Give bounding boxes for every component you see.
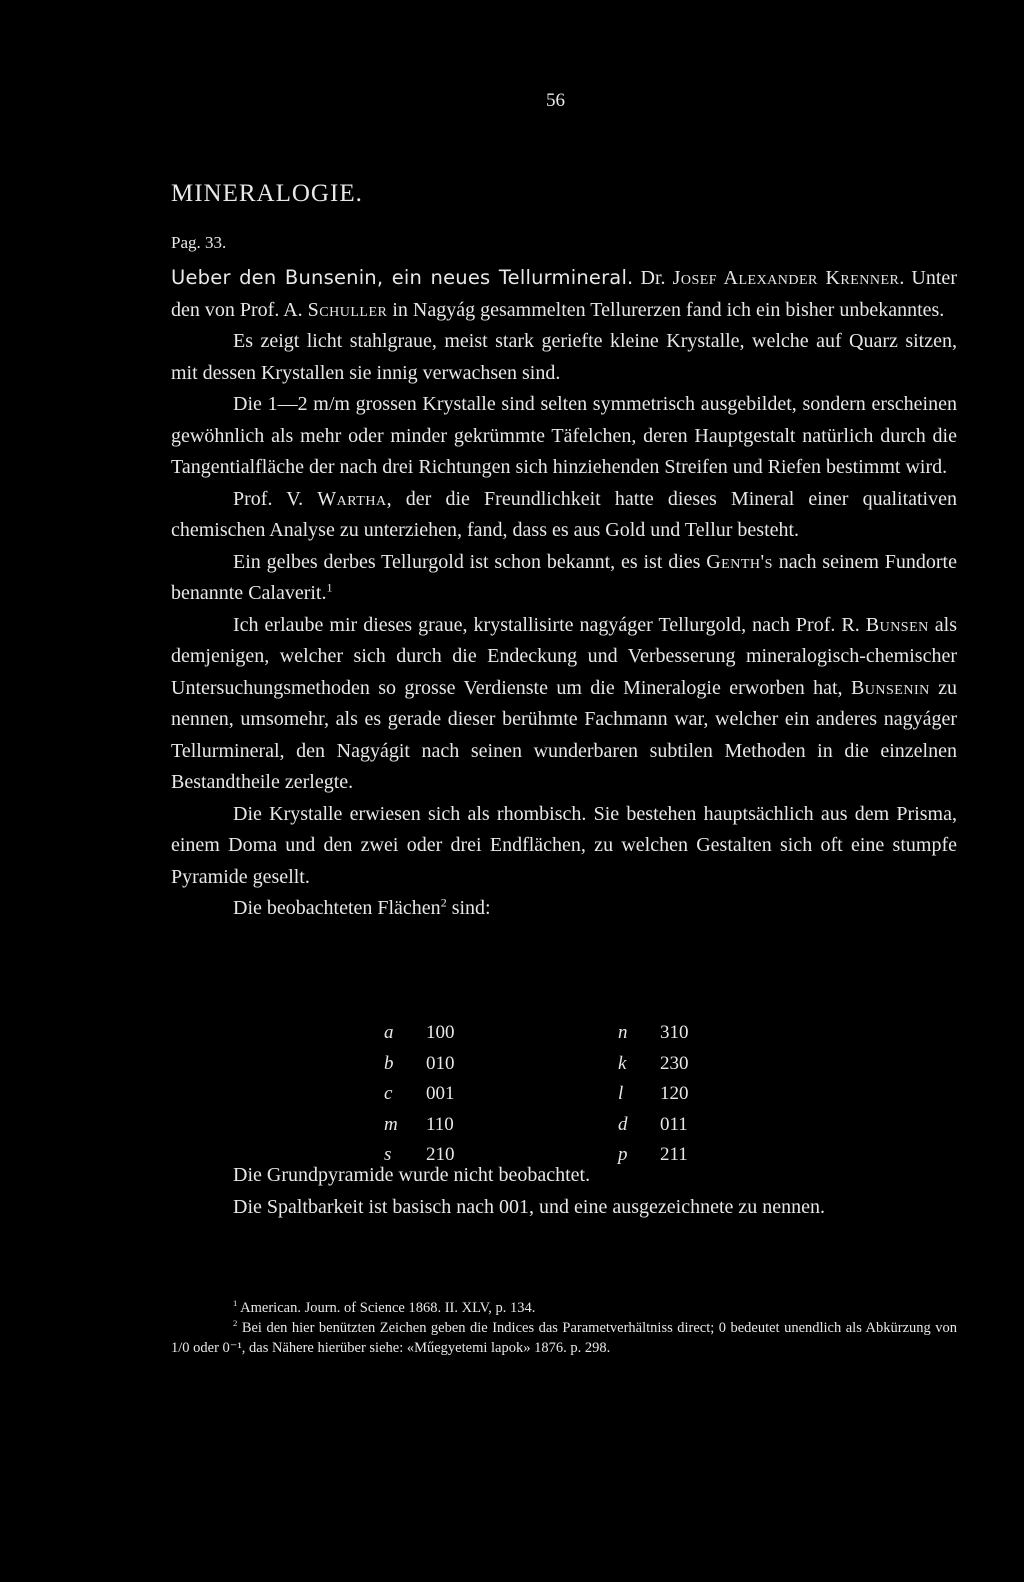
person-name: Genth's xyxy=(706,550,773,573)
face-index: 011 xyxy=(660,1113,688,1135)
face-row xyxy=(384,1110,804,1141)
mineral-name: Bunsenin xyxy=(850,676,930,699)
face-letter: k xyxy=(618,1052,627,1074)
face-letter: p xyxy=(618,1144,628,1165)
crystal-faces-list xyxy=(384,1018,804,1171)
footnote-text: Bei den hier benützten Zeichen geben die Indices das Parametverhältniss direct; 0 bedeutet unendlich als Abkürzung von 1/0 oder 0⁻¹, das Nähere hierüber siehe: «Műegyetemi lapok» 1876. p. 298. xyxy=(171,1320,957,1356)
paragraph xyxy=(171,610,957,799)
text-run: . Unter den von Prof. A. xyxy=(171,267,957,321)
author-name: Josef Alexander Krenner xyxy=(672,267,900,289)
section-title: MINERALOGIE. xyxy=(171,180,363,207)
article-body-continued xyxy=(171,1160,957,1223)
face-letter: s xyxy=(384,1144,392,1165)
face-letter: m xyxy=(384,1113,398,1135)
article-body xyxy=(171,262,957,925)
face-letter: c xyxy=(384,1083,393,1104)
face-row xyxy=(384,1049,804,1080)
face-letter: b xyxy=(384,1052,394,1074)
footnotes xyxy=(171,1298,957,1358)
face-index: 230 xyxy=(660,1052,689,1074)
person-name: Wartha xyxy=(317,487,387,510)
footnote xyxy=(171,1318,957,1358)
text-run: Dr. xyxy=(633,267,673,289)
page-number: 56 xyxy=(546,90,565,111)
text-run: Ich erlaube mir dieses graue, krystallisirte nagyáger Tellurgold, nach Prof. R. xyxy=(233,613,866,636)
face-index: 110 xyxy=(426,1113,454,1135)
text-run: , der die Freundlichkeit hatte dieses Mineral einer qualitativen chemischen Analyse zu unterziehen, fand, dass es aus Gold und Tellur besteht. xyxy=(171,487,957,541)
text-run: als demjenigen, welcher sich durch die Endeckung und Verbesserung mineralogisch-chemischer Untersuchungsmethoden so grosse Verdienste um die Mineralogie erworben hat, xyxy=(171,613,957,699)
paragraph-intro xyxy=(171,262,957,326)
face-index: 120 xyxy=(660,1083,689,1104)
text-run: Prof. V. xyxy=(233,487,318,510)
text-run: in Nagyág gesammelten Tellurerzen fand ich ein bisher unbekanntes. xyxy=(387,298,945,321)
face-index: 310 xyxy=(660,1022,689,1043)
paragraph: Die 1—2 m/m grossen Krystalle sind selten symmetrisch ausgebildet, sondern erscheinen gewöhnlich als mehr oder minder gekrümmte Täfelchen, deren Hauptgestalt natürlich durch die Tangentialfläche der nach drei Richtungen sich hinziehenden Streifen und Riefen bestimmt wird. xyxy=(171,393,957,478)
footnote-ref: 1 xyxy=(326,580,333,595)
footnote-mark: 1 xyxy=(233,1298,238,1309)
person-name: Bunsen xyxy=(865,613,929,636)
paragraph: Die Spaltbarkeit ist basisch nach 001, und eine ausgezeichnete zu nennen. xyxy=(233,1195,826,1218)
footnote-text: American. Journ. of Science 1868. II. XLV, p. 134. xyxy=(237,1300,536,1316)
face-row xyxy=(384,1079,804,1110)
face-letter: d xyxy=(618,1113,628,1135)
paragraph xyxy=(171,547,957,610)
paragraph: Es zeigt licht stahlgraue, meist stark geriefte kleine Krystalle, welche auf Quarz sitzen, mit dessen Krystallen sie innig verwachsen sind. xyxy=(171,330,957,384)
article-title: Ueber den Bunsenin, ein neues Tellurmineral. xyxy=(171,266,634,289)
face-letter: n xyxy=(618,1022,628,1043)
text-run: zu nennen, umsomehr, als es gerade dieser berühmte Fachmann war, welcher ein anderes nagyáger Tellurmineral, den Nagyágit nach seinen wunderbaren subtilen Methoden in die einzelnen Bestandtheile zerlegte. xyxy=(171,676,957,793)
face-index: 210 xyxy=(426,1144,455,1165)
face-letter: l xyxy=(618,1083,624,1104)
footnote xyxy=(171,1298,957,1318)
page-reference: Pag. 33. xyxy=(171,233,227,252)
face-row xyxy=(384,1018,804,1049)
text-run: Die beobachteten Flächen xyxy=(233,897,441,919)
face-index: 100 xyxy=(426,1022,455,1043)
paragraph xyxy=(171,893,957,925)
face-index: 211 xyxy=(660,1144,688,1165)
paragraph: Die Grundpyramide wurde nicht beobachtet. xyxy=(233,1164,591,1186)
face-letter: a xyxy=(384,1022,394,1043)
text-run: nach seinem Fundorte benannte Calaverit. xyxy=(171,550,957,604)
person-name: Schuller xyxy=(307,298,388,321)
face-index: 001 xyxy=(426,1083,455,1104)
paragraph xyxy=(171,484,957,547)
face-index: 010 xyxy=(426,1052,455,1074)
paragraph: Die Krystalle erwiesen sich als rhombisch. Sie bestehen hauptsächlich aus dem Prisma, einem Doma und den zwei oder drei Endflächen, zu welchen Gestalten sich oft eine stumpfe Pyramide gesellt. xyxy=(171,802,957,888)
text-run: Ein gelbes derbes Tellurgold ist schon bekannt, es ist dies xyxy=(233,550,707,573)
text-run: sind: xyxy=(446,897,491,919)
footnote-mark: 2 xyxy=(233,1318,238,1329)
footnote-ref: 2 xyxy=(440,895,447,910)
